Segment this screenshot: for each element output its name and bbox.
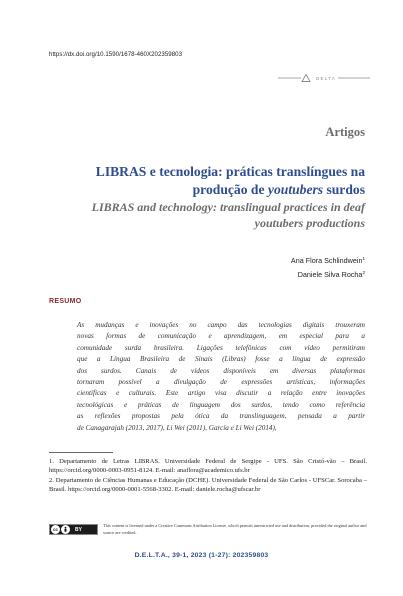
doi-link[interactable]: https://dx.doi.org/10.1590/1678-460X202359803	[49, 51, 183, 58]
author-footnote-marker[interactable]: 1	[362, 256, 365, 261]
abstract-line: de Canagarajah (2013, 2017), Li Wei (2011), García e Li Wei (2014),	[77, 423, 277, 432]
cc-by-license-badge[interactable]	[49, 524, 98, 535]
abstract-heading: RESUMO	[49, 298, 82, 305]
author-name: Daniele Silva Rocha	[297, 270, 363, 279]
abstract-body	[77, 320, 365, 434]
by-label: BY	[75, 526, 82, 533]
abstract-line: novas formas de comunicação e aprendizagem, em especial para a	[77, 332, 365, 341]
abstract-line: tornaram possível a divulgação de expressões artísticas, informações	[77, 377, 365, 386]
delta-journal-logo	[278, 72, 370, 84]
author	[291, 267, 365, 281]
abstract-line: As mudanças e inovações no campo das tecnologias digitais trouxeram	[77, 321, 365, 329]
journal-citation: D.E.L.T.A., 39-1, 2023 (1-27): 202359803	[134, 552, 269, 559]
abstract-line: dos surdos. Canais de vídeos disponíveis em diversas plataformas	[77, 366, 365, 375]
footnote-divider	[49, 452, 113, 453]
title-pt-line1: LIBRAS e tecnologia: práticas translíngues na	[95, 164, 365, 179]
author-list	[291, 253, 365, 281]
footnotes	[49, 457, 367, 495]
delta-logo-text: DELTA	[315, 76, 337, 82]
abstract-line: que a Língua Brasileira de Sinais (Libras) fosse a língua de expressão	[77, 355, 365, 364]
creative-commons-icon: cc	[51, 525, 60, 534]
footnote: 1. Departamento de Letras LIBRAS. Universidade Federal de Sergipe - UFS. São Cristó-vão – Brasil. https://orcid.org/0000-0003-0951-8124. E-mail: anaflora@academico.ufs.br	[49, 458, 367, 475]
author-footnote-marker[interactable]: 2	[362, 270, 365, 275]
abstract-line: tecnológicas e práticas de linguagem dos surdos, tendo como referência	[77, 400, 365, 409]
title-pt-line2-post: surdos	[323, 181, 365, 197]
author-name: Ana Flora Schlindwein	[290, 256, 363, 265]
abstract-line: as reflexões propostas pela ótica da translinguagem, pensada a partir	[77, 412, 365, 421]
attribution-person-icon	[61, 525, 70, 534]
footnote: 2. Departamento de Ciências Humanas e Educação (DCHE). Universidade Federal de São Carlos - UFSCar. Sorocaba – Brasil. https://orcid.org/0000-0001-5568-3302. E-mail: daniele.rocha@ufscar.br	[49, 476, 367, 494]
delta-triangle-icon	[302, 75, 310, 82]
abstract-line: científicas e culturais. Este artigo visa discutir a relação entre inovações	[77, 389, 365, 398]
author	[291, 253, 365, 267]
title-portuguese	[45, 163, 365, 198]
abstract-line: comunidade surda brasileira. Ligações telefônicas com vídeo permitiram	[77, 343, 365, 352]
title-pt-line2-pre: produção de	[192, 181, 268, 197]
title-english	[45, 200, 365, 231]
section-label: Artigos	[325, 125, 365, 139]
title-pt-line2-italic: youtubers	[267, 181, 324, 197]
license-text: This content is licensed under a Creative Commons Attribution License, which permits unrestricted use and distribution, provided the original author and source are credited.	[103, 523, 367, 535]
title-en-line2: youtubers productions	[254, 215, 365, 230]
title-en-line1: LIBRAS and technology: translingual practices in deaf	[91, 200, 365, 214]
